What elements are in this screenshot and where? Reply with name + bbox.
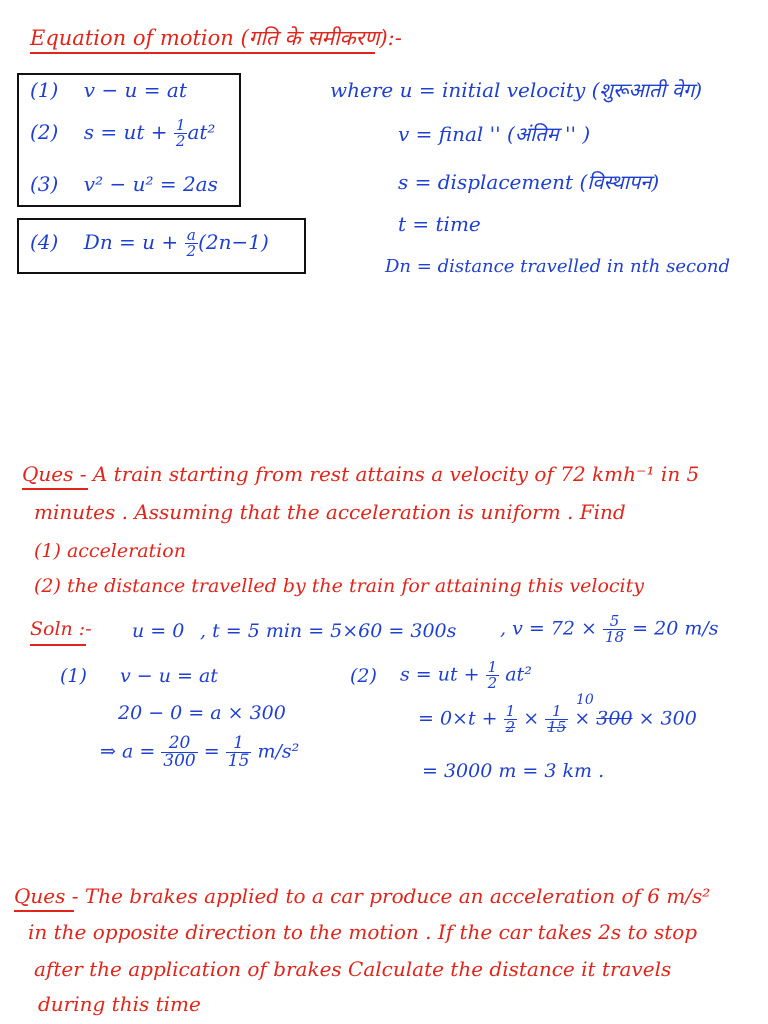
equation-2: (2) s = ut + $\frac{1}{2}$ at² [30, 116, 216, 150]
given-v: , v = 72 × $\frac{5}{18}$ = 20 m/s [500, 612, 719, 646]
question-2-line-4: during this time [38, 992, 201, 1016]
definition-v: v = final '' (अंतिम '' ) [398, 122, 591, 146]
equation-4: (4) Dn = u + $\frac{a}{2}$ (2n−1) [30, 226, 269, 260]
solution-label-underline [30, 644, 86, 646]
question-1-part-1: (1) acceleration [34, 540, 186, 562]
part-1-line-3: ⇒ a = $\frac{20}{300}$ = $\frac{1}{15}$ m/s² [100, 733, 300, 771]
solution-label: Soln :- [30, 618, 92, 640]
equation-1: (1) v − u = at [30, 78, 187, 102]
question-1-line-2: minutes . Assuming that the acceleration is uniform . Find [34, 500, 626, 524]
question-2-label-underline [14, 910, 74, 912]
part-2-line-3: = 3000 m = 3 km . [422, 760, 605, 782]
definition-s: s = displacement (विस्थापन) [398, 170, 660, 194]
title-underline [30, 52, 375, 54]
definition-u: where u = initial velocity (शुरूआती वेग) [330, 78, 703, 102]
part-2-line-2: = 0×t + $\frac{1}{2}$ × $\frac{1}{15}$ × 300 × 300 [418, 702, 697, 736]
part-2-number: (2) [350, 665, 377, 687]
question-1-label-underline [22, 488, 88, 490]
definition-t: t = time [398, 212, 481, 236]
question-2-line-2: in the opposite direction to the motion . If the car takes 2s to stop [28, 920, 698, 944]
part-2-cancel-over: 10 [576, 692, 594, 708]
question-1-label: Ques - [22, 462, 87, 486]
part-2-line-1: s = ut + $\frac{1}{2}$ at² [400, 658, 532, 692]
given-u: u = 0 [132, 620, 185, 642]
part-1-line-2: 20 − 0 = a × 300 [118, 702, 286, 724]
definition-dn: Dn = distance travelled in nth second [385, 256, 731, 277]
part-1-number: (1) [60, 665, 87, 687]
question-1-line-1: Ques - A train starting from rest attains a velocity of 72 kmh⁻¹ in 5 [22, 462, 700, 486]
given-t: , t = 5 min = 5×60 = 300s [200, 620, 457, 642]
question-2-label: Ques - [14, 884, 79, 908]
question-1-part-2: (2) the distance travelled by the train for attaining this velocity [34, 575, 645, 597]
question-2-line-1: Ques - The brakes applied to a car produce an acceleration of 6 m/s² [14, 884, 711, 908]
question-2-line-3: after the application of brakes Calculate the distance it travels [34, 957, 672, 981]
part-1-line-1: v − u = at [120, 665, 218, 687]
page-title: Equation of motion (गति के समीकरण):- [30, 26, 402, 50]
equation-3: (3) v² − u² = 2as [30, 172, 218, 196]
